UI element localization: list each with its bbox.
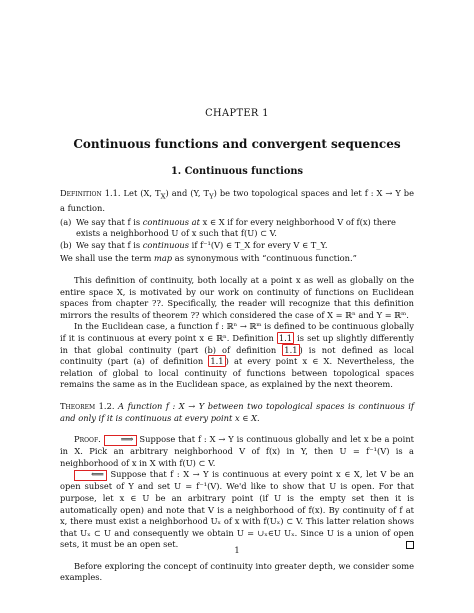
definition-ref-link[interactable]: 1.1 — [284, 344, 298, 355]
implies-arrow-icon[interactable]: ⟹ — [104, 435, 137, 446]
definition-heading: Definition — [60, 187, 102, 198]
implied-by-arrow-icon[interactable]: ⟸ — [74, 470, 107, 481]
paragraph-2-c: ) is not defined as local continuity (part (a) of definition — [60, 344, 414, 367]
theorem-number: 1.2. — [98, 400, 115, 411]
definition-after-b: as synonymous with “continuous function.” — [172, 253, 357, 264]
proof-backward-text: Suppose that f : X → Y is continuous at every point x ∈ X, let V be an open subset of Y and set U = f⁻¹(V). We'd like to show that U is open. For that purpose, let x ∈ U be an arbitrary point (if U is the empty set then it is automatically open) and note that V is a neighborhood of f(x). By continuity of f at x, there must exist a neighborhood Uₓ of x with f(Uₓ) ⊂ V. This latter relation shows that Uₓ ⊂ U and consequently we obtain U = ∪ₓ∈U Uₓ. Since U is a union of open sets, it must be an open set. — [60, 469, 414, 550]
proof-forward — [60, 434, 414, 469]
paragraph-2-d: ) at every point x ∈ X. Nevertheless, the relation of global to local continuity of functions between topological spaces remains the same as in the Euclidean space, as explained by the next theorem. — [60, 356, 414, 390]
proof-backward — [60, 469, 414, 551]
definition-intro — [60, 188, 414, 215]
item-a-text-b: x ∈ X if for every neighborhood V of f(x) there exists a neighborhood U of x such that f(U) ⊂ V. — [76, 216, 396, 239]
definition-after-a: We shall use the term — [60, 253, 154, 264]
item-b-emph: continuous — [142, 239, 190, 250]
theorem-text: A function f : X → Y between two topological spaces is continuous if and only if it is continuous at every point x ∈ X. — [60, 400, 414, 423]
item-b-text-b: if f⁻¹(V) ∈ T_X for every V ∈ T_Y. — [189, 239, 328, 250]
definition-ref-link[interactable]: 1.1 — [278, 332, 293, 343]
proof-heading: Proof. — [74, 434, 101, 445]
chapter-title: Continuous functions and convergent sequences — [73, 136, 401, 151]
section-title: 1. Continuous functions — [170, 166, 303, 178]
item-a-emph: continuous at — [142, 216, 200, 227]
theorem — [60, 401, 414, 424]
closing-paragraph: Before exploring the concept of continuity into greater depth, we consider some examples. — [60, 560, 414, 583]
proof-forward-text: Suppose that f : X → Y is continuous globally and let x be a point in X. Pick an arbitrary neighborhood V of f(x) in Y, then U = f⁻¹(V) is a neighborhood of x in X with f(U) ⊂ V. — [60, 434, 414, 468]
paragraph-2-a: In the Euclidean case, a function f : ℝⁿ → ℝᵐ is defined to be continuous globally if it is continuous at every point x ∈ ℝⁿ. Definition — [60, 321, 414, 343]
paragraph-2-b: is set up slightly differently in that global continuity (part (b) of definition — [60, 332, 414, 355]
definition-intro-b: ) and (Y, T — [165, 187, 210, 198]
definition-sub-y: Y — [209, 192, 214, 201]
definition-item-text — [76, 240, 414, 252]
definition-after — [60, 253, 414, 265]
definition-intro-c: ) be two topological spaces and let f : X → Y be a function. — [60, 187, 415, 214]
definition-item — [60, 240, 414, 252]
definition-sub-x: X — [160, 192, 166, 201]
definition-intro-a: Let (X, T — [123, 187, 161, 198]
theorem-heading: Theorem — [60, 400, 96, 411]
definition-item-label: (b) — [60, 239, 72, 250]
item-b-text-a: We say that f is — [76, 239, 143, 250]
paragraph-2 — [60, 321, 414, 391]
definition-item-text — [76, 217, 414, 240]
definition-after-emph: map — [153, 253, 173, 264]
definition-item-label: (a) — [60, 216, 72, 227]
paragraph-1: This definition of continuity, both locally at a point x as well as globally on the entire space X, is motivated by our work on continuity of functions on Euclidean spaces from chapter ??. Specifically, the reader will recognize that this definition mirrors the results of theorem ?? which considered the case of X = ℝⁿ and Y = ℝᵐ. — [60, 275, 414, 320]
item-a-text-a: We say that f is — [76, 216, 143, 227]
definition-number: 1.1. — [104, 187, 121, 198]
definition-ref-link[interactable]: 1.1 — [210, 356, 224, 367]
definition-item — [60, 217, 414, 240]
chapter-label: CHAPTER 1 — [205, 108, 269, 119]
definition-items — [60, 217, 414, 252]
page-number: 1 — [234, 545, 240, 555]
